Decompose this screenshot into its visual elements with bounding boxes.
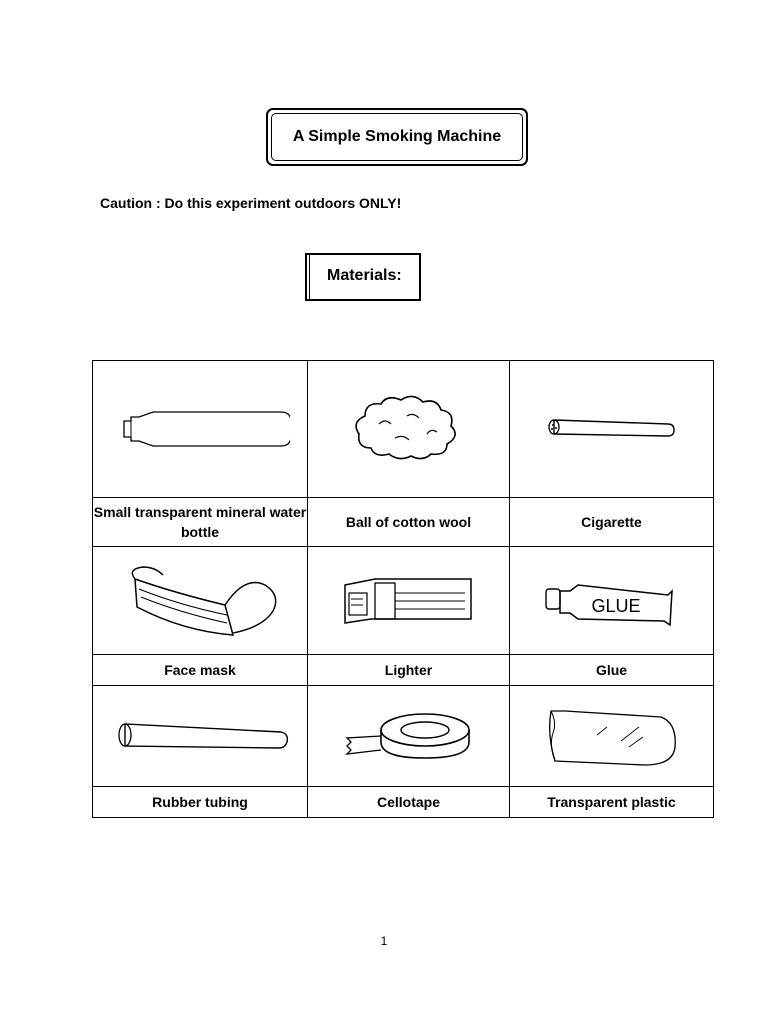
material-cell bbox=[510, 361, 714, 498]
material-cell bbox=[93, 361, 308, 498]
materials-heading-box bbox=[305, 253, 421, 301]
material-cell bbox=[93, 686, 308, 787]
lighter-icon bbox=[339, 571, 479, 631]
material-cell bbox=[308, 547, 510, 655]
materials-heading: Materials: bbox=[327, 267, 402, 284]
material-label: Glue bbox=[510, 655, 714, 686]
face-mask-icon bbox=[115, 561, 285, 641]
material-label: Ball of cotton wool bbox=[308, 498, 510, 547]
material-label: Transparent plastic bbox=[510, 787, 714, 818]
label-row bbox=[93, 655, 714, 686]
material-label: Small transparent mineral water bottle bbox=[93, 498, 308, 547]
cigarette-icon bbox=[542, 414, 682, 444]
material-label: Cellotape bbox=[308, 787, 510, 818]
glue-tube-label: GLUE bbox=[590, 595, 641, 616]
title-box bbox=[266, 108, 528, 166]
material-cell bbox=[308, 361, 510, 498]
image-row bbox=[93, 686, 714, 787]
page-title: A Simple Smoking Machine bbox=[292, 128, 502, 145]
material-cell bbox=[510, 686, 714, 787]
caution-text: Caution : Do this experiment outdoors ONLY! bbox=[100, 195, 402, 211]
page-number: 1 bbox=[380, 934, 388, 948]
cotton-wool-icon bbox=[349, 394, 469, 464]
material-label: Cigarette bbox=[510, 498, 714, 547]
label-row bbox=[93, 787, 714, 818]
bottle-icon bbox=[110, 404, 290, 454]
materials-table bbox=[92, 360, 714, 818]
material-cell bbox=[308, 686, 510, 787]
material-label: Rubber tubing bbox=[93, 787, 308, 818]
image-row bbox=[93, 361, 714, 498]
material-cell bbox=[93, 547, 308, 655]
label-row bbox=[93, 498, 714, 547]
plastic-bag-icon bbox=[537, 701, 687, 771]
image-row bbox=[93, 547, 714, 655]
cellotape-icon bbox=[339, 706, 479, 766]
glue-icon bbox=[542, 571, 682, 631]
material-label: Face mask bbox=[93, 655, 308, 686]
material-label: Lighter bbox=[308, 655, 510, 686]
rubber-tubing-icon bbox=[105, 716, 295, 756]
material-cell bbox=[510, 547, 714, 655]
